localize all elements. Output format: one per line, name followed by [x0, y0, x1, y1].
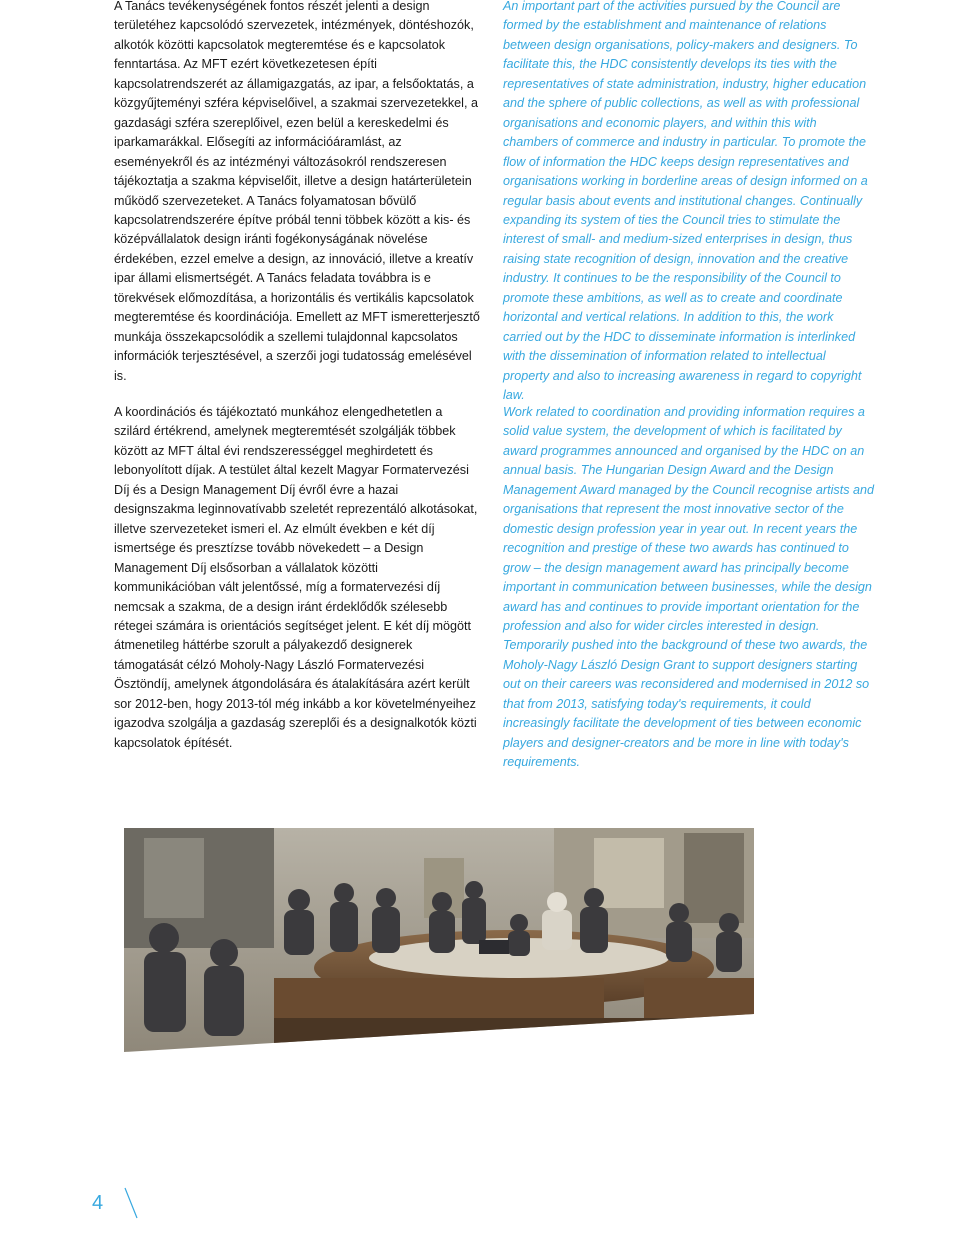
hungarian-paragraph-2-text: A koordinációs és tájékoztató munkához elengedhetetlen a szilárd értékrend, amelynek megteremtését szolgálják többek között az MFT által évi rendszerességgel meghirdetett és lebonyolított díjak. A testület által kezelt Magyar Formatervezési Díj és a Design Management Díj évről évre a hazai designszakma leginnovatívabb szeletét reprezentáló alkotásokat, illetve szervezeteket ismeri el. Az elmúlt években e két díj ismertsége és presztízse tovább növekedett – a Design Management Díj elsősorban a vállalatok közötti kommunikációban vált jelentőssé, míg a formatervezési díj nemcsak a szakma, de a design iránt érdeklődők szélesebb rétegei számára is orientációs segítséget jelent. E két díj mögött átmenetileg háttérbe szorult a pályakezdő designerek támogatását célzó Moholy-Nagy László Formatervezési Ösztöndíj, amelynek átgondolására és átalakítására azért került sor 2012-ben, hogy 2013-tól még inkább a kor követelményeihez igazodva szolgálja a gazdaság szereplői és a designalkotók közti kapcsolatok építését. — [114, 405, 478, 750]
english-paragraph-2 — [503, 403, 875, 773]
page-divider-slash — [123, 1186, 139, 1220]
english-paragraph-1-text: An important part of the activities pursued by the Council are formed by the establishment and maintenance of relations between design organisations, policy-makers and designers. To facilitate this, the HDC consistently develops its ties with the representatives of state administration, industry, higher education and the sphere of public collections, as well as with professional organisations and economic players, and within this with chambers of commerce and industry in particular. To promote the flow of information the HDC keeps design representatives and organisations working in borderline areas of design informed on a regular basis about events and institutional changes. Continually expanding its system of ties the Council tries to stimulate the interest of small- and medium-sized enterprises in design, thus raising state recognition of design, innovation and the creative industry. It continues to be the responsibility of the Council to promote these ambitions, as well as to create and coordinate horizontal and vertical relations. In addition to this, the work carried out by the HDC to disseminate information is interlinked with the dissemination of information related to intellectual property and also to increasing awareness in regard to copyright law. — [503, 0, 868, 403]
meeting-photo — [124, 828, 754, 1052]
page-number: 4 — [92, 1192, 104, 1214]
hungarian-paragraph-1 — [114, 0, 482, 386]
english-paragraph-2-text: Work related to coordination and providing information requires a solid value system, the development of which is facilitated by award programmes announced and organised by the HDC on an annual basis. The Hungarian Design Award and the Design Management Award managed by the Council recognise artists and organisations that represent the most innovative sector of the domestic design profession year in year out. In recent years the recognition and prestige of these two awards has continued to grow – the design management award has principally become important in communication between businesses, while the design award has and continues to provide important orientation for the profession and also for wider circles interested in design. Temporarily pushed into the background of these two awards, the Moholy-Nagy László Design Grant to support designers starting out on their careers was reconsidered and modernised in 2012 so that from 2013, satisfying today's requirements, it could increasingly facilitate the development of ties between economic players and designer-creators and be more in line with today's requirements. — [503, 405, 875, 770]
english-paragraph-1 — [503, 0, 875, 406]
meeting-photo-illustration — [124, 828, 754, 1052]
hungarian-paragraph-1-text: A Tanács tevékenységének fontos részét jelenti a design területéhez kapcsolódó szervezetek, intézmények, döntéshozók, alkotók közötti kapcsolatok megteremtése és e kapcsolatok fenntartása. Az MFT ezért következetesen építi kapcsolatrendszerét az államigazgatás, az ipar, a felsőoktatás, a közgyűjteményi szféra képviselőivel, a szakmai szervezetekkel, a gazdasági szféra szereplőivel, ezen belül a kereskedelmi és iparkamarákkal. Elősegíti az információáramlást, az eseményekről és az intézményi változásokról rendszeresen tájékoztatja a szakma képviselőit, illetve a design határterületein működő szervezeteket. A Tanács folyamatosan bővülő kapcsolatrendszerére építve próbál tenni többek között a kis- és középvállalatok design iránti fogékonyságának növelése érdekében, ezzel emelve a design, az innováció, illetve a kreatív ipar állami elismertségét. A Tanács feladata továbbra is e törekvések előmozdítása, a horizontális és vertikális kapcsolatok megteremtése és koordinációja. Emellett az MFT ismeretterjesztő munkája összekapcsolódik a szellemi tulajdonnal kapcsolatos információk terjesztésével, a szerzői jogi tudatosság emelésével is. — [114, 0, 480, 383]
hungarian-paragraph-2 — [114, 403, 482, 753]
